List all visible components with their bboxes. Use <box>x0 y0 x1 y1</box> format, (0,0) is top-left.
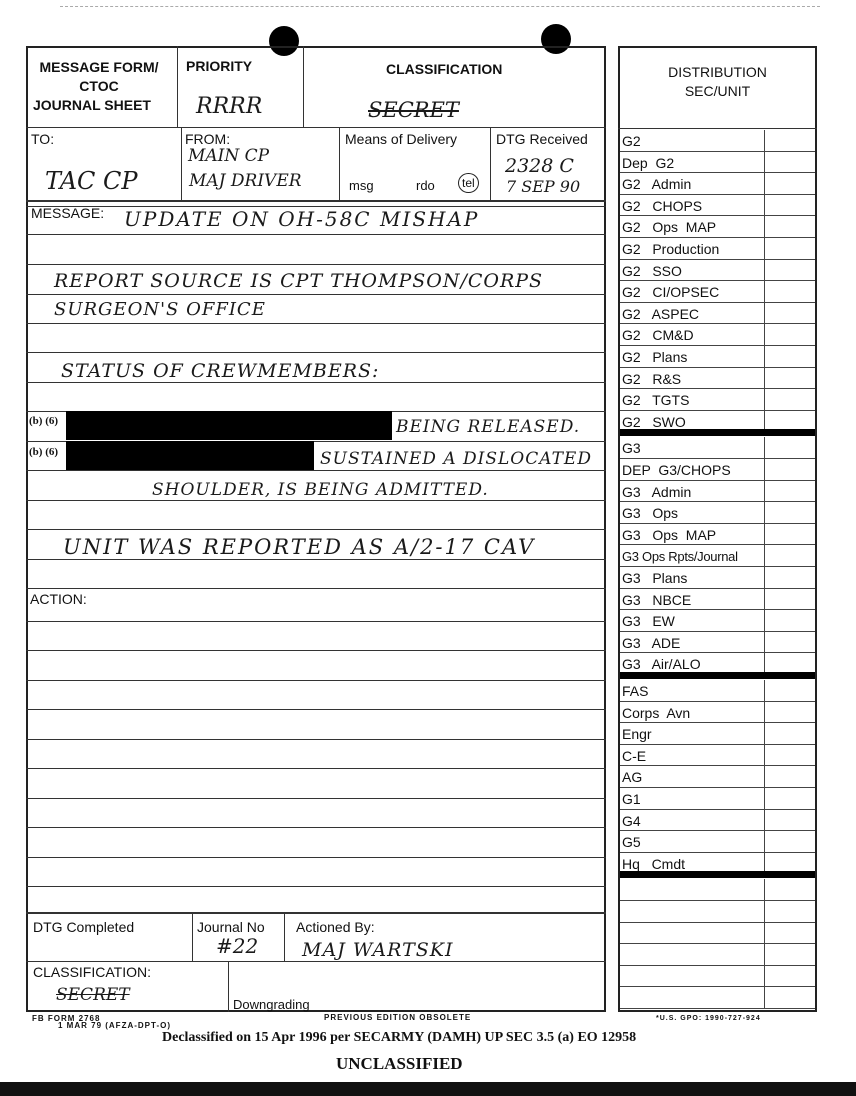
distribution-check-cell <box>764 303 765 324</box>
priority-label: PRIORITY <box>186 58 253 74</box>
redaction-code-2: (b) (6) <box>29 446 59 458</box>
distribution-check-cell <box>764 944 765 965</box>
distribution-check-cell <box>764 324 765 345</box>
distribution-row <box>620 831 815 853</box>
distribution-row <box>620 944 815 966</box>
action-label: ACTION: <box>30 591 87 607</box>
distribution-row-label: G1 <box>622 791 641 807</box>
distribution-row-label: Engr <box>622 726 652 743</box>
message-label: MESSAGE: <box>31 205 105 221</box>
message-line7: SHOULDER, IS BEING ADMITTED. <box>152 480 489 500</box>
previous-edition-note: PREVIOUS EDITION OBSOLETE <box>324 1013 472 1022</box>
distribution-row-label: G2 TGTS <box>622 392 690 409</box>
distribution-row <box>620 324 815 346</box>
distribution-row-label: G3 Air/ALO <box>622 656 701 673</box>
distribution-row <box>620 524 815 546</box>
dtg-received-line1: 2328 C <box>505 155 574 177</box>
bottom-classification-value: SECRET <box>56 985 130 1005</box>
distribution-row <box>620 632 815 654</box>
distribution-check-cell <box>764 680 765 701</box>
distribution-check-cell <box>764 745 765 766</box>
distribution-row <box>620 502 815 524</box>
distribution-row-label: G3 Ops Rpts/Journal <box>622 549 738 565</box>
distribution-row <box>620 966 815 988</box>
distribution-row-label: G2 SWO <box>622 413 686 430</box>
distribution-check-cell <box>764 788 765 809</box>
message-line1: UPDATE ON OH-58C MISHAP <box>124 207 480 231</box>
distribution-check-cell <box>764 589 765 610</box>
distribution-divider <box>620 672 815 679</box>
distribution-row-label: G2 CHOPS <box>622 197 703 214</box>
redaction-bar-1 <box>66 411 392 440</box>
distribution-check-cell <box>764 545 765 566</box>
distribution-check-cell <box>764 281 765 302</box>
form-date: 1 MAR 79 (AFZA-DPT-O) <box>58 1021 171 1030</box>
distribution-row-label: G3 Ops MAP <box>622 526 717 543</box>
distribution-check-cell <box>764 411 765 432</box>
distribution-row-label: AG <box>622 769 643 786</box>
to-value: TAC CP <box>45 167 138 195</box>
distribution-row <box>620 589 815 611</box>
distribution-row-label: G2 ASPEC <box>622 305 700 322</box>
downgrading-label: Downgrading <box>233 997 310 1012</box>
journal-no-label: Journal No <box>197 919 265 935</box>
from-label: FROM: <box>185 131 231 147</box>
from-line2: MAJ DRIVER <box>189 171 302 191</box>
message-line2: REPORT SOURCE IS CPT THOMPSON/CORPS <box>54 270 544 292</box>
distribution-row <box>620 195 815 217</box>
dtg-received-label: DTG Received <box>496 131 588 147</box>
distribution-check-cell <box>764 459 765 480</box>
distribution-check-cell <box>764 389 765 410</box>
distribution-row <box>620 923 815 945</box>
actioned-by-label: Actioned By: <box>296 919 375 935</box>
message-line4: STATUS OF CREWMEMBERS: <box>61 360 380 382</box>
distribution-row <box>620 152 815 174</box>
distribution-row-label: G2 Plans <box>622 349 688 365</box>
distribution-row-label: G3 ADE <box>622 634 681 651</box>
distribution-row-label: G3 Plans <box>622 570 688 586</box>
distribution-row <box>620 723 815 745</box>
distribution-check-cell <box>764 346 765 367</box>
distribution-row-label: DEP G3/CHOPS <box>622 462 731 478</box>
distribution-row <box>620 481 815 503</box>
message-line3: SURGEON'S OFFICE <box>54 299 266 320</box>
distribution-row <box>620 545 815 567</box>
dtg-completed-label: DTG Completed <box>33 919 135 935</box>
distribution-check-cell <box>764 173 765 194</box>
distribution-row <box>620 346 815 368</box>
means-rdo: rdo <box>416 178 435 193</box>
scan-header-noise <box>60 6 820 11</box>
distribution-check-cell <box>764 879 765 900</box>
distribution-row-label: G2 <box>622 133 641 149</box>
form-title-journal: JOURNAL SHEET <box>33 97 151 113</box>
dtg-received-line2: 7 SEP 90 <box>506 177 581 196</box>
distribution-row-label: G2 Ops MAP <box>622 219 717 236</box>
distribution-row <box>620 459 815 481</box>
distribution-row-label: G2 R&S <box>622 370 682 387</box>
unclassified-marking: UNCLASSIFIED <box>336 1054 463 1073</box>
distribution-check-cell <box>764 130 765 151</box>
distribution-check-cell <box>764 610 765 631</box>
distribution-check-cell <box>764 502 765 523</box>
message-line8: UNIT WAS REPORTED AS A/2-17 CAV <box>63 535 536 559</box>
distribution-row-label: Corps Avn <box>622 704 691 721</box>
distribution-divider <box>620 429 815 436</box>
distribution-divider <box>620 871 815 878</box>
distribution-check-cell <box>764 195 765 216</box>
distribution-row <box>620 745 815 767</box>
distribution-row <box>620 281 815 303</box>
gpo-note: *U.S. GPO: 1990-727-924 <box>656 1015 761 1022</box>
distribution-check-cell <box>764 632 765 653</box>
distribution-row-label: G2 CI/OPSEC <box>622 284 720 301</box>
distribution-row <box>620 216 815 238</box>
distribution-check-cell <box>764 368 765 389</box>
distribution-row <box>620 788 815 810</box>
actioned-by-value: MAJ WARTSKI <box>302 939 454 961</box>
distribution-row-label: Dep G2 <box>622 154 675 171</box>
distribution-row <box>620 260 815 282</box>
means-label: Means of Delivery <box>345 131 458 147</box>
distribution-check-cell <box>764 987 765 1008</box>
distribution-row <box>620 810 815 832</box>
distribution-row <box>620 368 815 390</box>
distribution-check-cell <box>764 810 765 831</box>
form-title: MESSAGE FORM/ CTOC <box>39 59 159 94</box>
distribution-row <box>620 238 815 260</box>
distribution-row-label: G2 Production <box>622 241 720 257</box>
distribution-row-label: G4 <box>622 812 641 829</box>
redaction-bar-2 <box>66 441 314 470</box>
priority-value: RRRR <box>196 94 263 119</box>
distribution-row-label: G3 Admin <box>622 483 692 500</box>
distribution-row <box>620 879 815 901</box>
distribution-row-label: G3 <box>622 440 641 457</box>
distribution-check-cell <box>764 723 765 744</box>
declassification-note: Declassified on 15 Apr 1996 per SECARMY (DAMH) UP SEC 3.5 (a) EO 12958 <box>162 1030 637 1045</box>
means-tel: tel <box>458 173 479 193</box>
means-msg: msg <box>349 178 374 193</box>
distribution-row-label: G3 Ops <box>622 505 679 522</box>
classification-label: CLASSIFICATION <box>386 61 503 77</box>
distribution-row-label: G5 <box>622 834 641 851</box>
classification-value: SECRET <box>368 98 459 122</box>
distribution-check-cell <box>764 260 765 281</box>
distribution-row <box>620 987 815 1009</box>
distribution-check-cell <box>764 238 765 259</box>
distribution-check-cell <box>764 567 765 588</box>
distribution-check-cell <box>764 152 765 173</box>
distribution-row-label: FAS <box>622 683 649 699</box>
distribution-row-label: G2 CM&D <box>622 327 694 344</box>
distribution-row <box>620 901 815 923</box>
distribution-row <box>620 389 815 411</box>
distribution-check-cell <box>764 901 765 922</box>
to-label: TO: <box>31 131 55 147</box>
distribution-row <box>620 680 815 702</box>
distribution-row-label: G3 NBCE <box>622 591 692 608</box>
distribution-row-label: G2 Admin <box>622 176 692 193</box>
from-line1: MAIN CP <box>188 146 270 166</box>
distribution-row <box>620 173 815 195</box>
distribution-row <box>620 702 815 724</box>
redaction-code-1: (b) (6) <box>29 415 59 427</box>
distribution-check-cell <box>764 437 765 458</box>
scan-bottom-border <box>0 1082 856 1096</box>
distribution-row-label: C-E <box>622 747 647 764</box>
distribution-row <box>620 766 815 788</box>
distribution-row-label: G2 SSO <box>622 262 682 279</box>
distribution-row-label: G3 EW <box>622 613 675 630</box>
distribution-check-cell <box>764 923 765 944</box>
distribution-check-cell <box>764 853 765 874</box>
message-line6-tail: SUSTAINED A DISLOCATED <box>320 449 592 469</box>
distribution-row <box>620 610 815 632</box>
distribution-check-cell <box>764 653 765 674</box>
distribution-check-cell <box>764 766 765 787</box>
bottom-classification-label: CLASSIFICATION: <box>33 964 151 980</box>
distribution-row <box>620 437 815 459</box>
distribution-title: DISTRIBUTION SEC/UNIT <box>668 64 767 99</box>
distribution-check-cell <box>764 524 765 545</box>
distribution-row <box>620 130 815 152</box>
distribution-row <box>620 567 815 589</box>
distribution-check-cell <box>764 966 765 987</box>
distribution-check-cell <box>764 702 765 723</box>
distribution-row-label: Hq Cmdt <box>622 855 686 872</box>
distribution-check-cell <box>764 831 765 852</box>
distribution-check-cell <box>764 216 765 237</box>
distribution-row <box>620 303 815 325</box>
journal-no-value: #22 <box>216 934 259 958</box>
form-number: FB FORM 2768 <box>32 1014 101 1023</box>
message-line5-tail: BEING RELEASED. <box>396 417 581 437</box>
distribution-check-cell <box>764 481 765 502</box>
